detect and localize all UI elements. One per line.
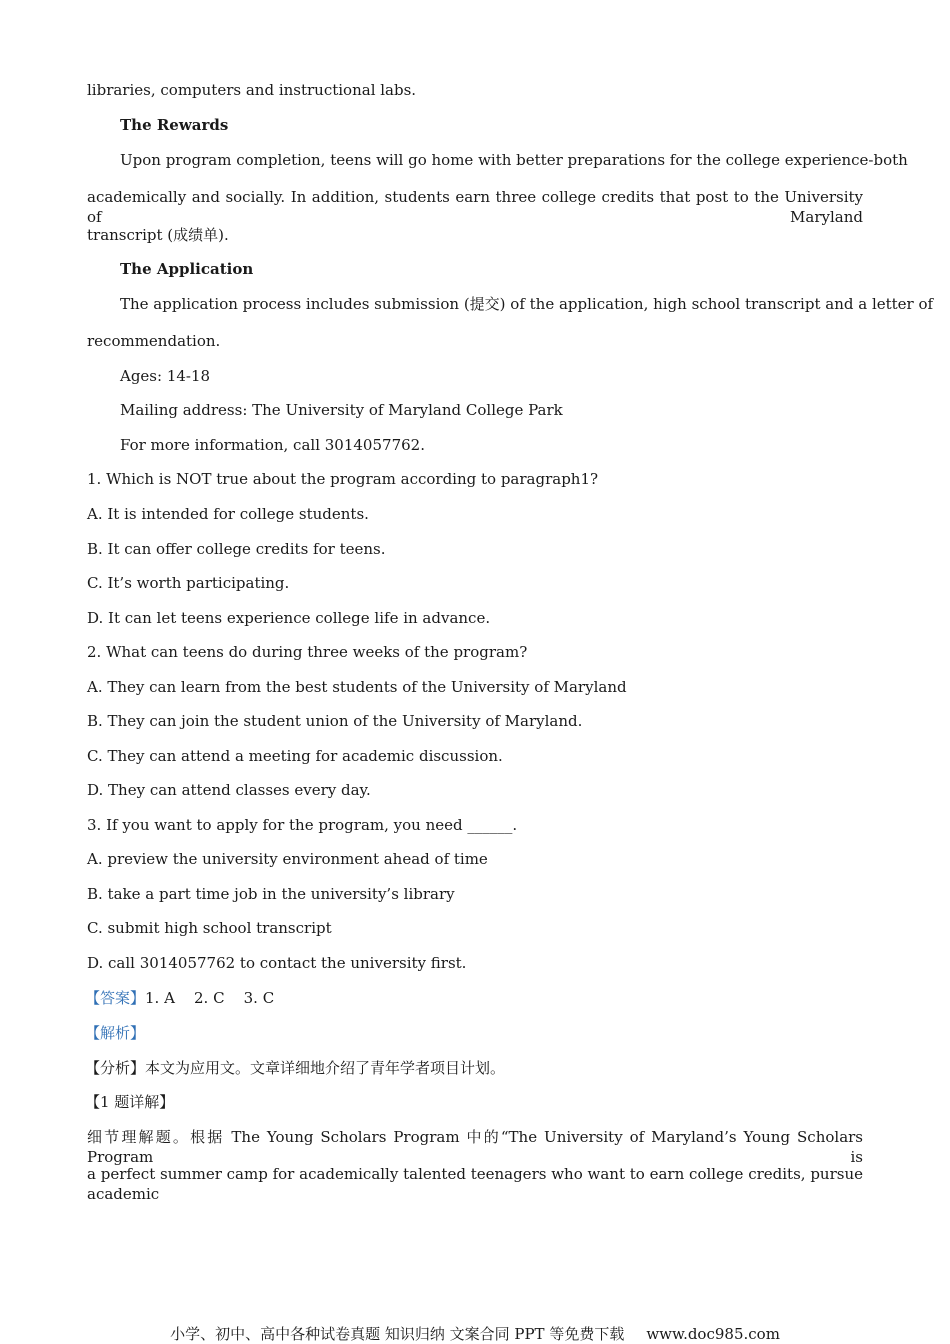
- question-3-option-a: A. preview the university environment ahead of time: [87, 850, 488, 868]
- question-3-option-b: B. take a part time job in the university’s library: [87, 885, 455, 903]
- mailing-address-line: Mailing address: The University of Maryland College Park: [120, 401, 563, 419]
- question-1-option-a: A. It is intended for college students.: [87, 505, 369, 523]
- paragraph-continuation: libraries, computers and instructional labs.: [87, 81, 417, 99]
- footer-text: 小学、初中、高中各种试卷真题 知识归纳 文案合同 PPT 等免费下载: [170, 1325, 625, 1343]
- application-text-line-2: recommendation.: [87, 332, 221, 350]
- rewards-text-line-3: transcript (成绩单).: [87, 226, 229, 244]
- rewards-text-line-1: Upon program completion, teens will go home with better preparations for the college experience-both: [120, 151, 908, 169]
- application-text-line-1: The application process includes submission (提交) of the application, high school transcript and a letter of: [120, 295, 934, 313]
- question-3-option-c: C. submit high school transcript: [87, 919, 332, 937]
- question-1-option-d: D. It can let teens experience college life in advance.: [87, 609, 491, 627]
- answer-line: [85, 988, 274, 1008]
- question-3-option-d: D. call 3014057762 to contact the university first.: [87, 954, 467, 972]
- answer-label: 【答案】: [85, 989, 146, 1007]
- contact-info-line: For more information, call 3014057762.: [120, 436, 425, 454]
- application-heading: The Application: [120, 260, 254, 278]
- rewards-heading: The Rewards: [120, 116, 229, 134]
- q1-detail-line-1: 细节理解题。根据 The Young Scholars Program 中的“The University of Maryland’s Young Scholars Program is: [87, 1128, 863, 1166]
- question-2-option-b: B. They can join the student union of the University of Maryland.: [87, 712, 583, 730]
- question-3-stem: 3. If you want to apply for the program, you need ______.: [87, 816, 518, 834]
- question-2-option-c: C. They can attend a meeting for academic discussion.: [87, 747, 503, 765]
- question-1-option-c: C. It’s worth participating.: [87, 574, 290, 592]
- footer-url[interactable]: www.doc985.com: [646, 1325, 780, 1343]
- q1-detail-heading: 【1 题详解】: [85, 1093, 175, 1111]
- rewards-text-line-2: academically and socially. In addition, students earn three college credits that post to the University of Maryland: [87, 188, 863, 226]
- question-1-stem: 1. Which is NOT true about the program according to paragraph1?: [87, 470, 599, 488]
- answer-text: 1. A 2. C 3. C: [145, 989, 275, 1007]
- question-2-option-d: D. They can attend classes every day.: [87, 781, 371, 799]
- analysis-summary: 【分析】本文为应用文。文章详细地介绍了青年学者项目计划。: [85, 1059, 506, 1077]
- question-2-stem: 2. What can teens do during three weeks of the program?: [87, 643, 528, 661]
- question-2-option-a: A. They can learn from the best students of the University of Maryland: [87, 678, 627, 696]
- page-footer: [0, 1324, 950, 1344]
- analysis-label: 【解析】: [85, 1024, 146, 1042]
- ages-line: Ages: 14-18: [120, 367, 211, 385]
- q1-detail-line-2: a perfect summer camp for academically talented teenagers who want to earn college credits, pursue academic: [87, 1165, 863, 1203]
- question-1-option-b: B. It can offer college credits for teens.: [87, 540, 386, 558]
